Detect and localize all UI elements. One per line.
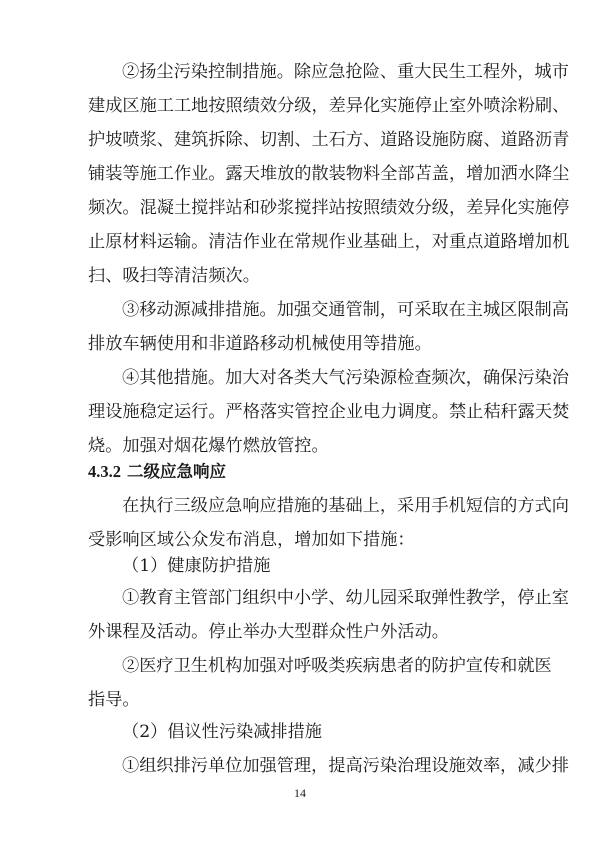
paragraph-reduction-line-1: ①组织排污单位加强管理，提高污染治理设施效率，减少排 bbox=[122, 756, 569, 776]
section-title: 二级应急响应 bbox=[127, 462, 226, 481]
page-number: 14 bbox=[294, 786, 306, 800]
paragraph-dust-control-line-6: 止原材料运输。清洁作业在常规作业基础上，对重点道路增加机 bbox=[88, 232, 570, 252]
paragraph-medical-line-1: ②医疗卫生机构加强对呼吸类疾病患者的防护宣传和就医 bbox=[122, 656, 552, 676]
paragraph-intro-line-1: 在执行三级应急响应措施的基础上，采用手机短信的方式向 bbox=[122, 496, 569, 516]
paragraph-dust-control-line-4: 铺装等施工作业。露天堆放的散装物料全部苫盖，增加洒水降尘 bbox=[88, 164, 570, 184]
paragraph-dust-control-line-7: 扫、吸扫等清洁频次。 bbox=[88, 266, 260, 286]
paragraph-intro-line-2: 受影响区域公众发布消息，增加如下措施： bbox=[88, 530, 415, 550]
paragraph-dust-control-line-3: 护坡喷浆、建筑拆除、切割、土石方、道路设施防腐、道路沥青 bbox=[88, 130, 570, 150]
paragraph-medical-line-2: 指导。 bbox=[88, 690, 140, 710]
subsection-reduction-title: （2）倡议性污染减排措施 bbox=[122, 722, 322, 742]
section-heading bbox=[88, 462, 226, 482]
paragraph-mobile-source-line-2: 排放车辆使用和非道路移动机械使用等措施。 bbox=[88, 334, 432, 354]
paragraph-education-line-2: 外课程及活动。停止举办大型群众性户外活动。 bbox=[88, 622, 449, 642]
paragraph-other-measures-line-3: 烧。加强对烟花爆竹燃放管控。 bbox=[88, 436, 329, 456]
paragraph-other-measures-line-1: ④其他措施。加大对各类大气污染源检查频次，确保污染治 bbox=[122, 368, 569, 388]
paragraph-dust-control-line-2: 建成区施工工地按照绩效分级，差异化实施停止室外喷涂粉刷、 bbox=[88, 96, 570, 116]
paragraph-other-measures-line-2: 理设施稳定运行。严格落实管控企业电力调度。禁止秸秆露天焚 bbox=[88, 402, 570, 422]
paragraph-education-line-1: ①教育主管部门组织中小学、幼儿园采取弹性教学，停止室 bbox=[122, 588, 569, 608]
section-number: 4.3.2 bbox=[88, 462, 121, 481]
paragraph-dust-control-line-1: ②扬尘污染控制措施。除应急抢险、重大民生工程外，城市 bbox=[122, 62, 569, 82]
paragraph-mobile-source-line-1: ③移动源减排措施。加强交通管制，可采取在主城区限制高 bbox=[122, 300, 569, 320]
subsection-health-title: （1）健康防护措施 bbox=[122, 556, 271, 576]
paragraph-dust-control-line-5: 频次。混凝土搅拌站和砂浆搅拌站按照绩效分级，差异化实施停 bbox=[88, 198, 570, 218]
